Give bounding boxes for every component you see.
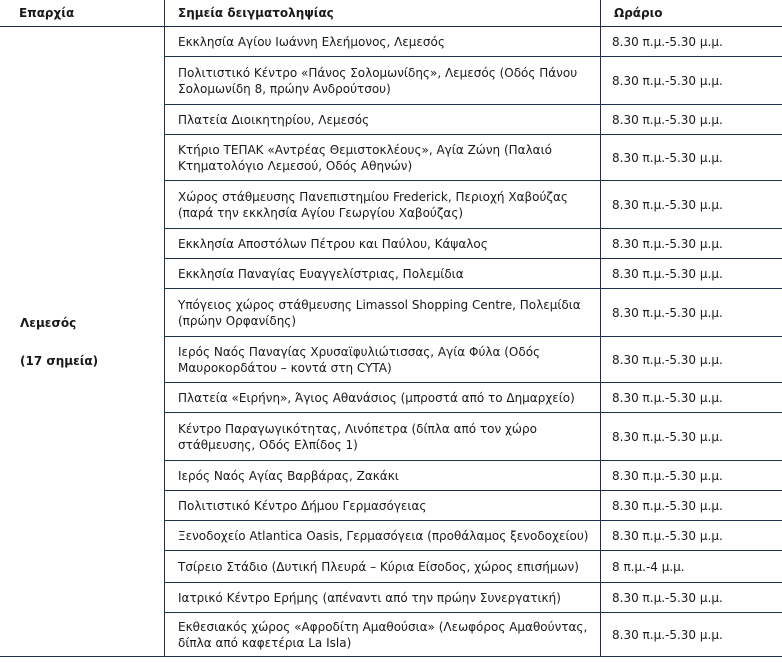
table-body [1,27,782,657]
location-cell: Εκκλησία Παναγίας Ευαγγελίστριας, Πολεμίδια [165,259,601,289]
province-cell [1,27,165,657]
location-cell: Εκθεσιακός χώρος «Αφροδίτη Αμαθούσια» (Λεωφόρος Αμαθούντας, δίπλα από καφετέρια La Isla) [165,613,601,657]
location-cell: Ιερός Ναός Παναγίας Χρυσαϊφυλιώτισσας, Αγία Φύλα (Οδός Μαυροκορδάτου – κοντά στη CYTA) [165,337,601,383]
hours-cell: 8.30 π.μ.-5.30 μ.μ. [601,135,782,181]
location-cell: Ιατρικό Κέντρο Ερήμης (απέναντι από την πρώην Συνεργατική) [165,583,601,613]
hours-cell: 8.30 π.μ.-5.30 μ.μ. [601,289,782,337]
hours-cell: 8.30 π.μ.-5.30 μ.μ. [601,461,782,491]
location-cell: Κέντρο Παραγωγικότητας, Λινόπετρα (δίπλα από τον χώρο στάθμευσης, Οδός Ελπίδος 1) [165,413,601,461]
table-header-row [1,0,782,27]
header-hours: Ωράριο [601,0,782,27]
location-cell: Τσίρειο Στάδιο (Δυτική Πλευρά – Κύρια Είσοδος, χώρος επισήμων) [165,551,601,583]
location-cell: Πλατεία «Ειρήνη», Άγιος Αθανάσιος (μπροστά από το Δημαρχείο) [165,383,601,413]
hours-cell: 8.30 π.μ.-5.30 μ.μ. [601,181,782,229]
location-cell: Εκκλησία Αγίου Ιωάννη Ελεήμονος, Λεμεσός [165,27,601,57]
hours-cell: 8.30 π.μ.-5.30 μ.μ. [601,583,782,613]
location-cell: Χώρος στάθμευσης Πανεπιστημίου Frederick, Περιοχή Χαβούζας (παρά την εκκλησία Αγίου Γεωργίου Χαβούζας) [165,181,601,229]
header-province: Επαρχία [1,0,165,27]
location-cell: Πλατεία Διοικητηρίου, Λεμεσός [165,105,601,135]
hours-cell: 8.30 π.μ.-5.30 μ.μ. [601,491,782,521]
hours-cell: 8.30 π.μ.-5.30 μ.μ. [601,57,782,105]
hours-cell: 8 π.μ.-4 μ.μ. [601,551,782,583]
hours-cell: 8.30 π.μ.-5.30 μ.μ. [601,413,782,461]
hours-cell: 8.30 π.μ.-5.30 μ.μ. [601,259,782,289]
province-count: (17 σημεία) [20,353,99,368]
location-cell: Πολιτιστικό Κέντρο Δήμου Γερμασόγειας [165,491,601,521]
header-points: Σημεία δειγματοληψίας [165,0,601,27]
hours-cell: 8.30 π.μ.-5.30 μ.μ. [601,337,782,383]
location-cell: Πολιτιστικό Κέντρο «Πάνος Σολομωνίδης», Λεμεσός (Οδός Πάνου Σολομωνίδη 8, πρώην Ανδρούτσου) [165,57,601,105]
location-cell: Υπόγειος χώρος στάθμευσης Limassol Shopping Centre, Πολεμίδια (πρώην Ορφανίδης) [165,289,601,337]
hours-cell: 8.30 π.μ.-5.30 μ.μ. [601,383,782,413]
province-name: Λεμεσός [20,315,77,330]
table-row [1,27,782,57]
hours-cell: 8.30 π.μ.-5.30 μ.μ. [601,613,782,657]
location-cell: Ξενοδοχείο Atlantica Oasis, Γερμασόγεια (προθάλαμος ξενοδοχείου) [165,521,601,551]
location-cell: Κτήριο ΤΕΠΑΚ «Αντρέας Θεμιστοκλέους», Αγία Ζώνη (Παλαιό Κτηματολόγιο Λεμεσού, Οδός Αθηνών) [165,135,601,181]
hours-cell: 8.30 π.μ.-5.30 μ.μ. [601,27,782,57]
hours-cell: 8.30 π.μ.-5.30 μ.μ. [601,105,782,135]
location-cell: Ιερός Ναός Αγίας Βαρβάρας, Ζακάκι [165,461,601,491]
location-cell: Εκκλησία Αποστόλων Πέτρου και Παύλου, Κάψαλος [165,229,601,259]
hours-cell: 8.30 π.μ.-5.30 μ.μ. [601,521,782,551]
hours-cell: 8.30 π.μ.-5.30 μ.μ. [601,229,782,259]
